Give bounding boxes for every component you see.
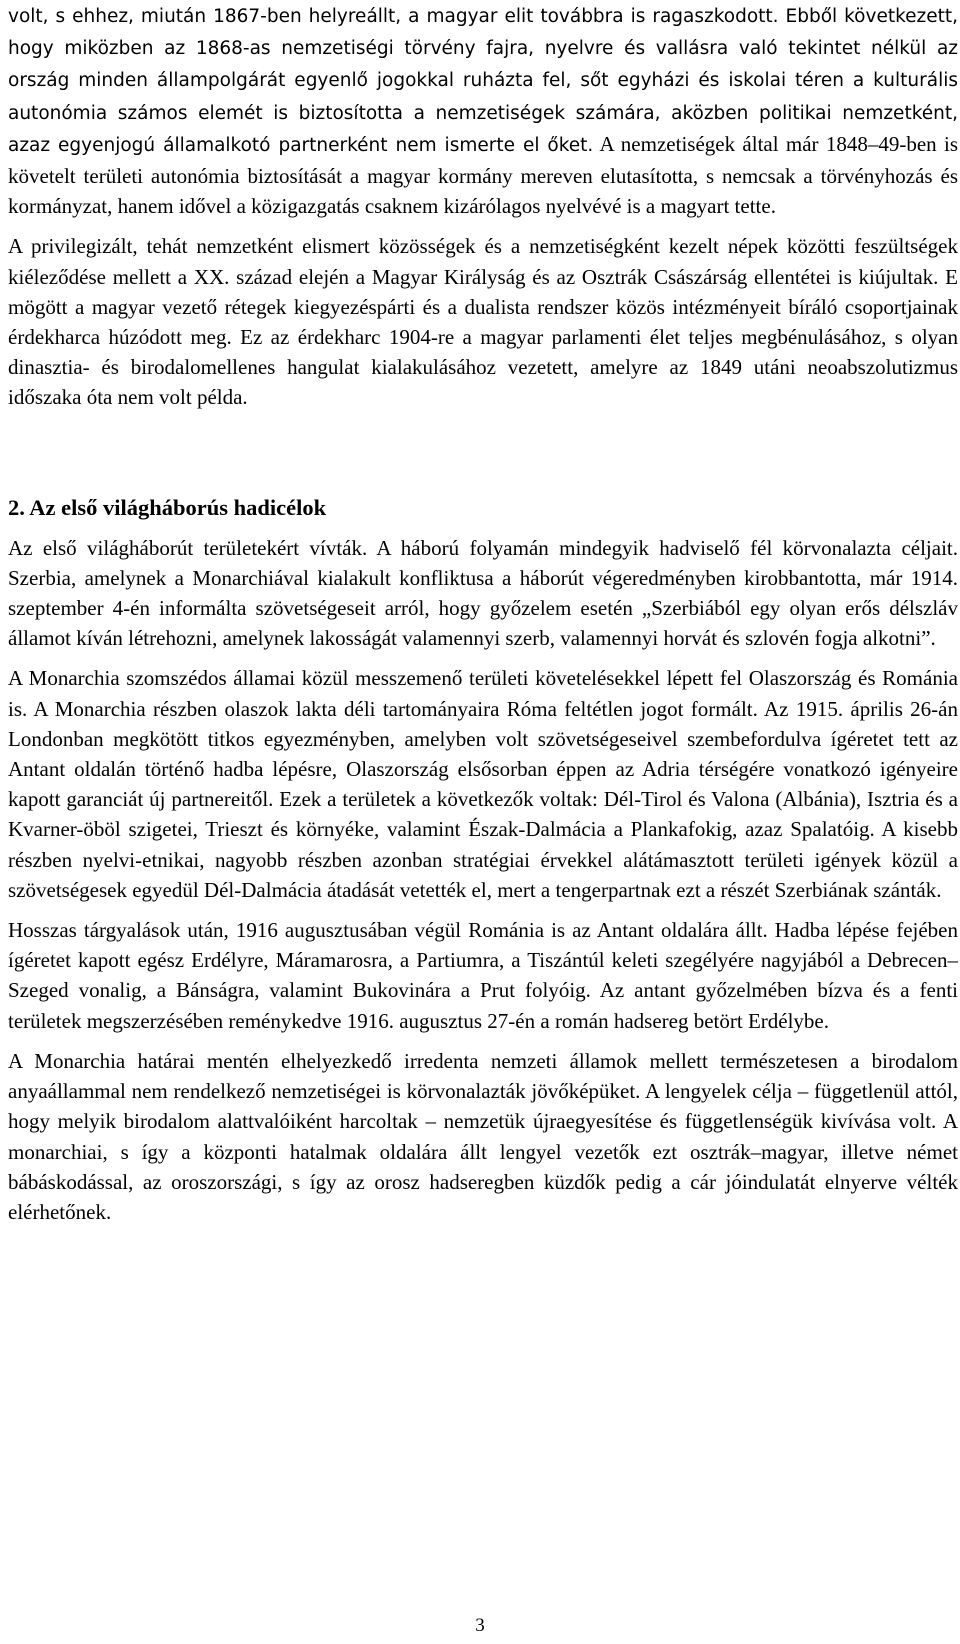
paragraph-3: Az első világháborút területekért vívták. A háború folyamán mindegyik hadviselő fél körvonalazta céljait. Szerbia, amelynek a Monarchiával kialakult konfliktusa a háborút végeredményben kirobbantotta, már 1914. szeptember 4-én informálta szövetségeseit arról, hogy győzelem esetén „Szerbiából egy olyan erős délszláv államot kíván létrehozni, amelynek lakosságát valamennyi szerb, valamennyi horvát és szlovén fogja alkotni”. [8, 535, 958, 651]
paragraph-2: A privilegizált, tehát nemzetként elismert közösségek és a nemzetiségként kezelt népek közötti feszültségek kiéleződése mellett a XX. század elején a Magyar Királyság és az Osztrák Császárság ellentétei is kiújultak. E mögött a magyar vezető rétegek kiegyezéspárti és a dualista rendszer közös intézményeit bíráló csoportjainak érdekharca húzódott meg. Ez az érdekharc 1904-re a magyar parlamenti élet teljes megbénulásához, s olyan dinasztia- és birodalomellenes hangulat kialakulásához vezetett, amelyre az 1849 utáni neoabszolutizmus időszaka óta nem volt példa. [8, 234, 958, 410]
paragraph-1 [8, 0, 958, 221]
paragraph-6: A Monarchia határai mentén elhelyezkedő irredenta nemzeti államok mellett természetesen a birodalom anyaállammal nem rendelkező nemzetiségei is körvonalazták jövőképüket. A lengyelek célja – függetlenül attól, hogy melyik birodalom alattvalóiként harcoltak – nemzetük újraegyesítése és függetlenségük kivívása volt. A monarchiai, s így a központi hatalmak oldalára állt lengyel vezetők ezt osztrák–magyar, illetve német bábáskodással, az oroszországi, s így az orosz hadseregben küzdők pedig a cár jóindulatát elnyerve vélték elérhetőnek. [8, 1048, 958, 1224]
paragraph-1-sans-part: volt, s ehhez, miután 1867-ben helyreállt, a magyar elit továbbra is ragaszkodott. Ebből következett, hogy miközben az 1868-as nemzetiségi törvény fajra, nyelvre és vallásra való tekintet nélkül az ország minden állampolgárát egyenlő jogokkal ruházta fel, sőt egyházi és iskolai téren a kulturális autonómia számos elemét is biztosította a nemzetiségek számára, aközben politikai nemzetként, azaz egyenjogú államalkotó partnerként nem ismerte el őket. [8, 6, 958, 156]
document-page [8, 0, 958, 1227]
paragraph-5: Hosszas tárgyalások után, 1916 augusztusában végül Románia is az Antant oldalára állt. Hadba lépése fejében ígéretet kapott egész Erdélyre, Máramarosra, a Partiumra, a Tiszántúl keleti szegélyére nagyjából a Debrecen–Szeged vonalig, a Bánságra, valamint Bukovinára a Prut folyóig. Az antant győzelmében bízva és a fenti területek megszerzésében reménykedve 1916. augusztus 27-én a román hadsereg betört Erdélybe. [8, 918, 958, 1033]
paragraph-1-serif-part: A nemzetiségek által már 1848–49-ben is követelt területi autonómia biztosítását a magyar kormány mereven elutasította, s nemcsak a törvényhozás és kormányzat, hanem idővel a közigazgatás csaknem kizárólagos nyelvévé is a magyart tette. [8, 131, 958, 219]
page-number: 3 [475, 1615, 485, 1636]
paragraph-4: A Monarchia szomszédos államai közül messzemenő területi követelésekkel lépett fel Olaszország és Románia is. A Monarchia részben olaszok lakta déli tartományaira Róma feltétlen jogot formált. Az 1915. április 26-án Londonban megkötött titkos egyezményben, amelyben volt szövetségeseivel szembefordulva ígéretet tett az Antant oldalán történő hadba lépésre, Olaszország elsősorban éppen az Adria térségére vonatkozó igényeire kapott garanciát új partnereitől. Ezek a területek a következők voltak: Dél-Tirol és Valona (Albánia), Isztria és a Kvarner-öböl szigetei, Trieszt és környéke, valamint Észak-Dalmácia a Plankafokig, azaz Spalatóig. A kisebb részben nyelvi-etnikai, nagyobb részben azonban stratégiai érvekkel alátámasztott területi igények közül a szövetségesek egyedül Dél-Dalmácia átadását vetették el, mert a tengerpartnak ezt a részét Szerbiának szánták. [8, 666, 958, 902]
section-heading: 2. Az első világháborús hadicélok [8, 494, 327, 520]
